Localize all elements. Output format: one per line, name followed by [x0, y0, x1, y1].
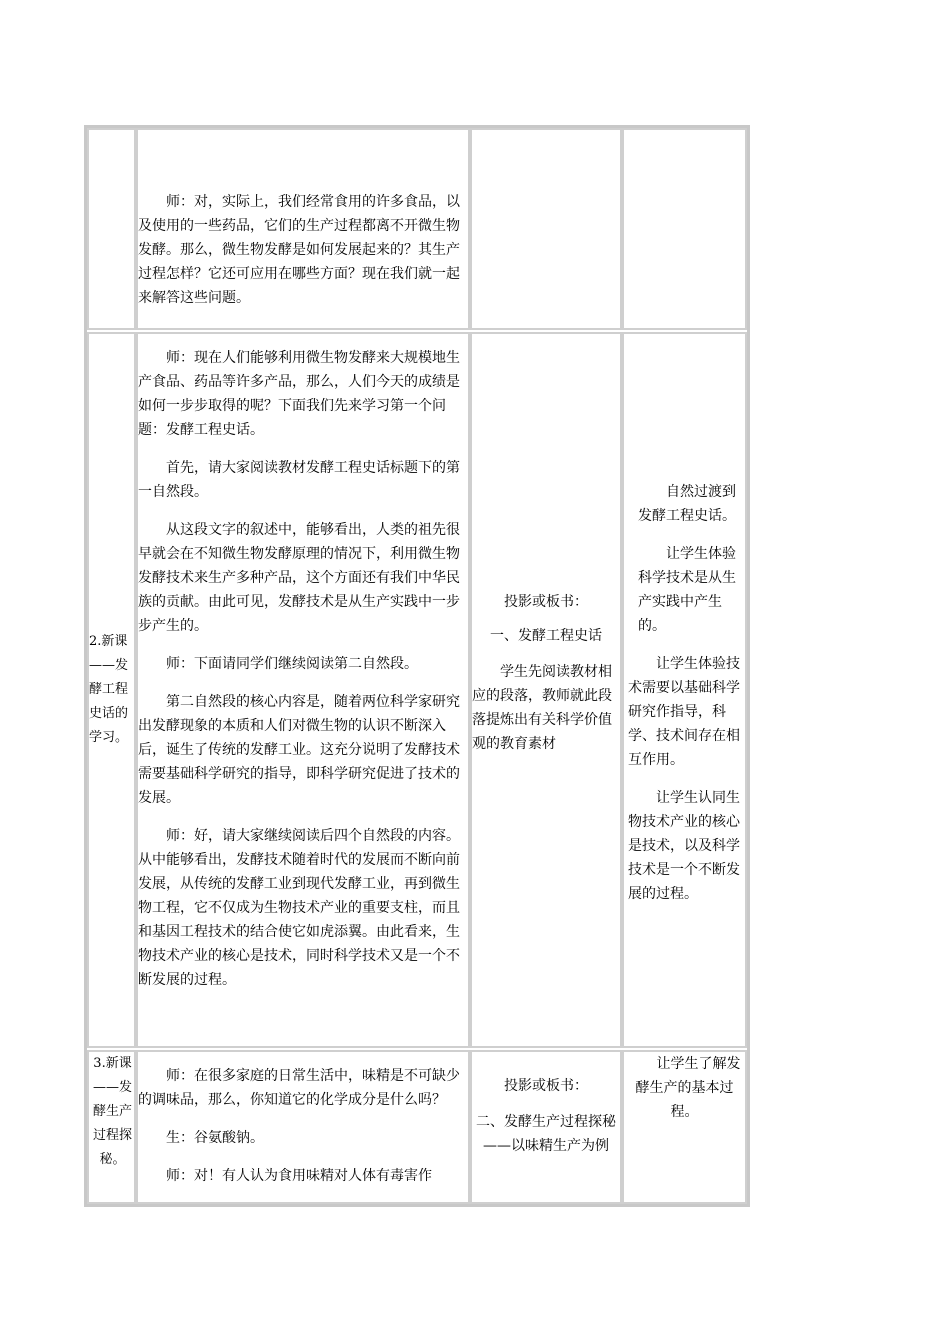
row2-para-2: 首先，请大家阅读教材发酵工程史话标题下的第一自然段。 [138, 460, 460, 500]
row2-intent-1: 自然过渡到发酵工程史话。 [638, 484, 736, 524]
row2-para-1: 师：现在人们能够利用微生物发酵来大规模地生产食品、药品等许多产品，那么，人们今天的成绩是如何一步步取得的呢？下面我们先来学习第一个问题：发酵工程史话。 [138, 350, 460, 438]
row1-intent-cell [622, 128, 747, 330]
row2-intent-2: 让学生体验科学技术是从生产实践中产生的。 [638, 546, 736, 634]
row2-para-4: 师：下面请同学们继续阅读第二自然段。 [166, 656, 418, 672]
row1-stage-cell [87, 128, 136, 330]
row3-stage-cell [87, 1050, 136, 1204]
row3-student-cell [470, 1050, 622, 1204]
row2-stage-label: 2.新课——发酵工程史话的学习。 [89, 634, 129, 745]
row3-para-1: 师：在很多家庭的日常生活中，味精是不可缺少的调味品，那么，你知道它的化学成分是什么吗？ [138, 1068, 460, 1108]
row2-intent-cell [622, 332, 747, 1048]
row2-board-heading: 投影或板书： [504, 594, 588, 610]
row3-para-2: 生：谷氨酸钠。 [166, 1130, 264, 1146]
row3-board-title: 二、发酵生产过程探秘——以味精生产为例 [476, 1114, 616, 1154]
row2-intent-4: 让学生认同生物技术产业的核心是技术，以及科学技术是一个不断发展的过程。 [628, 790, 740, 902]
row2-para-5: 第二自然段的核心内容是，随着两位科学家研究出发酵现象的本质和人们对微生物的认识不断深入后，诞生了传统的发酵工业。这充分说明了发酵技术需要基础科学研究的指导，即科学研究促进了技术的发展。 [138, 694, 460, 806]
row3-stage-label: 3.新课——发酵生产过程探秘。 [92, 1056, 132, 1167]
row2-board-body: 学生先阅读教材相应的段落，教师就此段落提炼出有关科学价值观的教育素材 [472, 664, 612, 752]
row1-teacher-cell [136, 128, 470, 330]
row2-intent-3: 让学生体验技术需要以基础科学研究作指导，科学、技术间存在相互作用。 [628, 656, 740, 768]
row2-board-title: 一、发酵工程史话 [490, 628, 602, 644]
row3-para-3: 师：对！有人认为食用味精对人体有毒害作 [166, 1168, 432, 1184]
row2-teacher-cell [136, 332, 470, 1048]
row3-intent: 让学生了解发酵生产的基本过程。 [635, 1056, 741, 1120]
row2-stage-cell [87, 332, 136, 1048]
row1-teacher-text: 师：对，实际上，我们经常食用的许多食品，以及使用的一些药品，它们的生产过程都离不开微生物发酵。那么，微生物发酵是如何发展起来的？其生产过程怎样？它还可应用在哪些方面？现在我们就一起来解答这些问题。 [138, 194, 460, 306]
row1-student-cell [470, 128, 622, 330]
row3-teacher-cell [136, 1050, 470, 1204]
row2-para-6: 师：好，请大家继续阅读后四个自然段的内容。从中能够看出，发酵技术随着时代的发展而不断向前发展，从传统的发酵工业到现代发酵工业，再到微生物工程，它不仅成为生物技术产业的重要支柱，而且和基因工程技术的结合使它如虎添翼。由此看来，生物技术产业的核心是技术，同时科学技术又是一个不断发展的过程。 [138, 828, 460, 988]
row2-student-cell [470, 332, 622, 1048]
row2-para-3: 从这段文字的叙述中，能够看出，人类的祖先很早就会在不知微生物发酵原理的情况下，利用微生物发酵技术来生产多种产品，这个方面还有我们中华民族的贡献。由此可见，发酵技术是从生产实践中一步步产生的。 [138, 522, 460, 634]
row3-board-heading: 投影或板书： [504, 1078, 588, 1094]
row3-intent-cell [622, 1050, 747, 1204]
